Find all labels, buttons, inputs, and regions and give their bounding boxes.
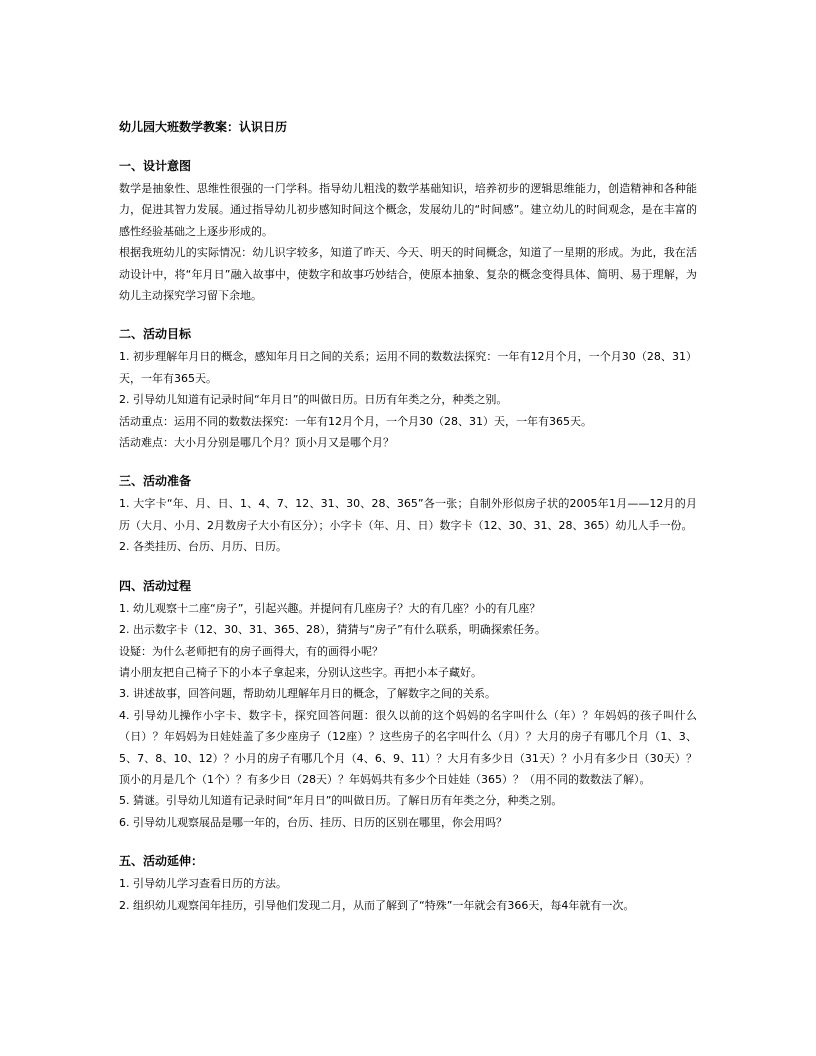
section-heading: 五、活动延伸： [119, 854, 204, 869]
section-heading: 三、活动准备 [119, 474, 192, 489]
paragraph: 请小朋友把自己椅子下的小本子拿起来，分别认这些字。再把小本子藏好。 [119, 665, 482, 679]
paragraph: 2. 出示数字卡（12、30、31、365、28），猜猜与“房子”有什么联系，明确探索任务。 [119, 623, 546, 637]
paragraph: 2. 组织幼儿观察闰年挂历，引导他们发现二月，从而了解到了“特殊”一年就会有366天，每4年就有一次。 [119, 898, 635, 912]
paragraph: 3. 讲述故事，回答问题，帮助幼儿理解年月日的概念，了解数字之间的关系。 [119, 687, 496, 701]
paragraph: 4. 引导幼儿操作小字卡、数字卡，探究回答问题：很久以前的这个妈妈的名字叫什么（年）？年妈妈的孩子叫什么（日）？年妈妈为日娃娃盖了多少座房子（12座）？这些房子的名字叫什么（月）？大月的房子有哪几个月（1、3、5、7、8、10、12）？小月的房子有哪几个月（4、6、9、11）？大月有多少日（31天）？小月有多少日（30天）？顶小的月是几个（1个）？有多少日（28天）？年妈妈共有多少个日娃娃（365）？（用不同的数数法了解）。 [119, 708, 697, 786]
section-heading: 四、活动过程 [119, 578, 192, 593]
paragraph: 6. 引导幼儿观察展品是哪一年的，台历、挂历、日历的区别在哪里，你会用吗？ [119, 815, 507, 829]
paragraph: 设疑：为什么老师把有的房子画得大，有的画得小呢？ [119, 644, 383, 658]
paragraph: 2. 引导幼儿知道有记录时间“年月日”的叫做日历。日历有年类之分，种类之别。 [119, 393, 508, 407]
section-design-intent [119, 157, 697, 306]
paragraph: 根据我班幼儿的实际情况：幼儿识字较多，知道了昨天、今天、明天的时间概念，知道了一星期的形成。为此，我在活动设计中，将“年月日”融入故事中，使数字和故事巧妙结合，使原本抽象、复杂的概念变得具体、简明、易于理解，为幼儿主动探究学习留下余地。 [119, 246, 697, 303]
paragraph: 1. 大字卡“年、月、日、1、4、7、12、31、30、28、365”各一张；自制外形似房子状的2005年1月——12月的月历（大月、小月、2月数房子大小有区分）；小字卡（年、月、日）数字卡（12、30、31、28、365）幼儿人手一份。 [119, 497, 697, 532]
section-activity-preparation [119, 472, 697, 557]
paragraph: 1. 引导幼儿学习查看日历的方法。 [119, 877, 287, 891]
paragraph: 1. 初步理解年月日的概念，感知年月日之间的关系；运用不同的数数法探究：一年有12月个月，一个月30（28、31）天，一年有365天。 [119, 350, 697, 385]
section-activity-extension [119, 852, 697, 916]
paragraph: 活动重点：运用不同的数数法探究：一年有12月个月，一个月30（28、31）天，一年有365天。 [119, 414, 592, 428]
paragraph: 5. 猜谜。引导幼儿知道有记录时间“年月日”的叫做日历。了解日历有年类之分，种类之别。 [119, 794, 563, 808]
paragraph: 2. 各类挂历、台历、月历、日历。 [119, 540, 287, 554]
paragraph: 数学是抽象性、思维性很强的一门学科。指导幼儿粗浅的数学基础知识，培养初步的逻辑思维能力，创造精神和各种能力，促进其智力发展。通过指导幼儿初步感知时间这个概念，发展幼儿的“时间感”。建立幼儿的时间观念，是在丰富的感性经验基础之上逐步形成的。 [119, 182, 697, 238]
document-page [119, 118, 697, 935]
paragraph: 1. 幼儿观察十二座“房子”，引起兴趣。并提问有几座房子？大的有几座？小的有几座？ [119, 601, 541, 615]
section-activity-process [119, 577, 697, 833]
document-title: 幼儿园大班数学教案：认识日历 [119, 120, 288, 134]
section-heading: 二、活动目标 [119, 327, 192, 342]
section-activity-goals [119, 325, 697, 453]
paragraph: 活动难点：大小月分别是哪几个月？顶小月又是哪个月？ [119, 436, 394, 450]
section-heading: 一、设计意图 [119, 159, 192, 173]
